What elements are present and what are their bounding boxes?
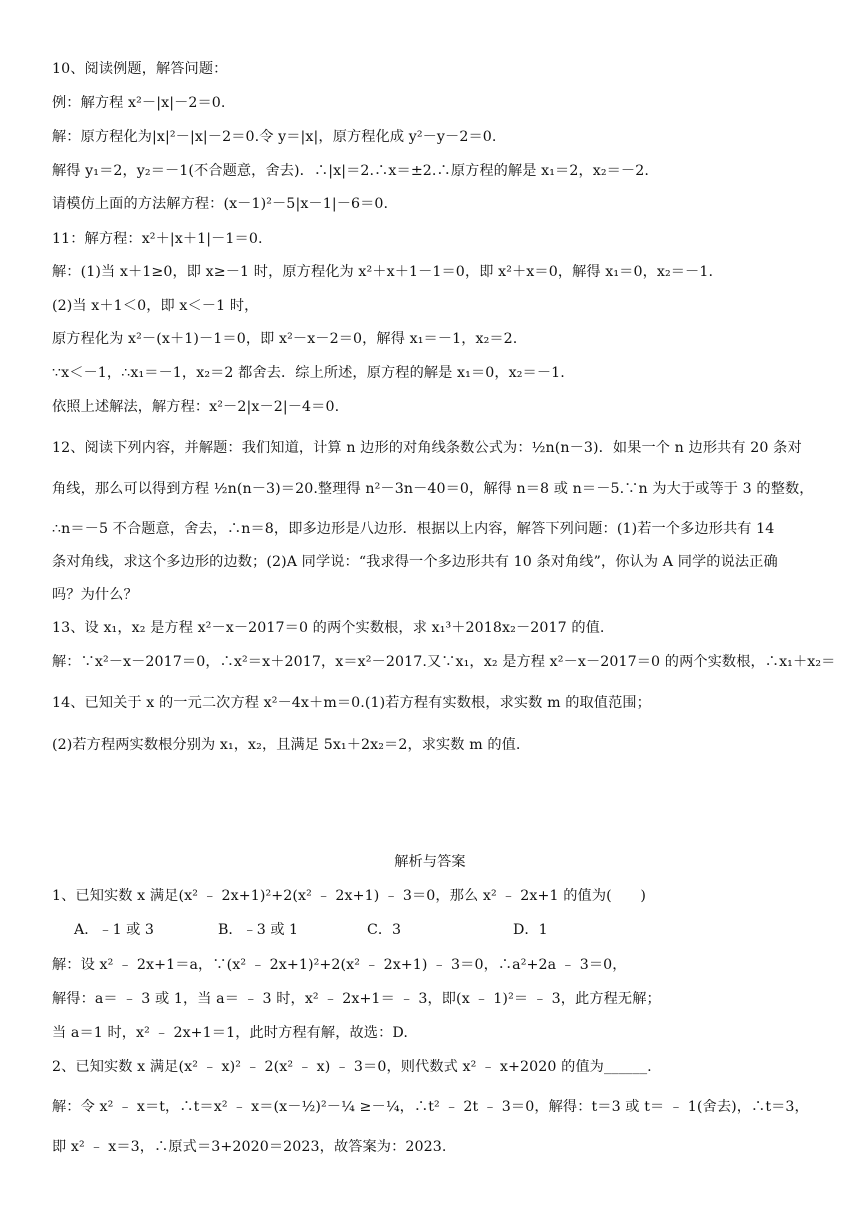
a1-solution-line2: 解得：a＝ ﹣ 3 或 1，当 a＝ ﹣ 3 时，x² ﹣ 2x+1＝ ﹣ 3，即(x ﹣ 1)²＝ ﹣ 3，此方程无解； bbox=[52, 991, 661, 1007]
p11-solution-line1: 解：(1)当 x＋1≥0，即 x≥－1 时，原方程化为 x²＋x＋1－1＝0，即 x²＋x＝0，解得 x₁＝0，x₂＝－1. bbox=[52, 264, 714, 280]
p10-solution-line2: 解得 y₁＝2，y₂＝－1(不合题意，舍去)．∴|x|＝2.∴x＝±2.∴原方程的解是 x₁＝2，x₂＝－2. bbox=[52, 163, 649, 179]
a1-option-d: D．1 bbox=[513, 922, 548, 938]
p14-line1: 14、已知关于 x 的一元二次方程 x²－4x＋m＝0.(1)若方程有实数根，求实数 m 的取值范围； bbox=[52, 695, 651, 711]
p10-title: 10、阅读例题，解答问题： bbox=[52, 61, 228, 77]
p11-title: 11：解方程：x²＋|x＋1|－1＝0. bbox=[52, 231, 263, 247]
p10-task: 请模仿上面的方法解方程：(x－1)²－5|x－1|－6＝0. bbox=[52, 196, 389, 212]
a2-solution-line1: 解：令 x² ﹣ x＝t，∴t＝x² ﹣ x＝(x－½)²－¼ ≥－¼，∴t² ﹣ 2t ﹣ 3＝0，解得：t＝3 或 t＝ ﹣ 1(舍去)，∴t＝3， bbox=[52, 1099, 809, 1115]
p11-solution-line2: (2)当 x＋1＜0，即 x＜－1 时， bbox=[52, 298, 259, 314]
p11-solution-line4: ∵x＜－1，∴x₁＝－1，x₂＝2 都舍去．综上所述，原方程的解是 x₁＝0，x₂＝－1. bbox=[52, 365, 565, 381]
p13-solution: 解：∵x²－x－2017＝0，∴x²＝x＋2017，x＝x²－2017.又∵x₁，x₂ 是方程 x²－x－2017＝0 的两个实数根，∴x₁＋x₂＝ bbox=[52, 654, 836, 670]
p14-line2: (2)若方程两实数根分别为 x₁，x₂，且满足 5x₁＋2x₂＝2，求实数 m 的值. bbox=[52, 737, 521, 753]
answers-heading: 解析与答案 bbox=[394, 854, 466, 870]
p12-line2: 角线，那么可以得到方程 ½n(n－3)＝20.整理得 n²－3n－40＝0，解得 n＝8 或 n＝－5.∵n 为大于或等于 3 的整数， bbox=[52, 481, 814, 497]
p10-example: 例：解方程 x²－|x|－2＝0. bbox=[52, 95, 226, 111]
p12-line4: 条对角线，求这个多边形的边数；(2)A 同学说：“我求得一个多边形共有 10 条对角线”，你认为 A 同学的说法正确 bbox=[52, 554, 778, 570]
p12-line3: ∴n＝－5 不合题意，舍去，∴n＝8，即多边形是八边形．根据以上内容，解答下列问题：(1)若一个多边形共有 14 bbox=[52, 521, 775, 537]
p10-solution-line1: 解：原方程化为|x|²－|x|－2＝0.令 y＝|x|，原方程化成 y²－y－2＝0. bbox=[52, 129, 497, 145]
a1-option-b: B．﹣3 或 1 bbox=[218, 922, 299, 938]
a1-solution-line3: 当 a＝1 时，x² ﹣ 2x+1＝1，此时方程有解，故选：D. bbox=[52, 1025, 408, 1041]
p12-line1: 12、阅读下列内容，并解题：我们知道，计算 n 边形的对角线条数公式为：½n(n－3)．如果一个 n 边形共有 20 条对 bbox=[52, 440, 802, 456]
p11-solution-line3: 原方程化为 x²－(x＋1)－1＝0，即 x²－x－2＝0，解得 x₁＝－1，x₂＝2. bbox=[52, 331, 518, 347]
a1-option-c: C．3 bbox=[367, 922, 402, 938]
a1-question: 1、已知实数 x 满足(x² ﹣ 2x+1)²+2(x² ﹣ 2x+1) ﹣ 3＝0，那么 x² ﹣ 2x+1 的值为( ) bbox=[52, 888, 646, 904]
a1-solution-line1: 解：设 x² ﹣ 2x+1＝a，∵(x² ﹣ 2x+1)²+2(x² ﹣ 2x+1) ﹣ 3＝0，∴a²+2a ﹣ 3＝0， bbox=[52, 957, 627, 973]
a1-option-a: A．﹣1 或 3 bbox=[74, 922, 154, 938]
a2-question: 2、已知实数 x 满足(x² ﹣ x)² ﹣ 2(x² ﹣ x) ﹣ 3＝0，则代数式 x² ﹣ x+2020 的值为______. bbox=[52, 1059, 652, 1075]
p13-title: 13、设 x₁，x₂ 是方程 x²－x－2017＝0 的两个实数根，求 x₁³＋2018x₂－2017 的值. bbox=[52, 620, 605, 636]
p12-line5: 吗？为什么？ bbox=[52, 587, 138, 603]
p11-task: 依照上述解法，解方程：x²－2|x－2|－4＝0. bbox=[52, 399, 340, 415]
a2-solution-line2: 即 x² ﹣ x＝3，∴原式＝3+2020＝2023，故答案为：2023. bbox=[52, 1139, 447, 1155]
